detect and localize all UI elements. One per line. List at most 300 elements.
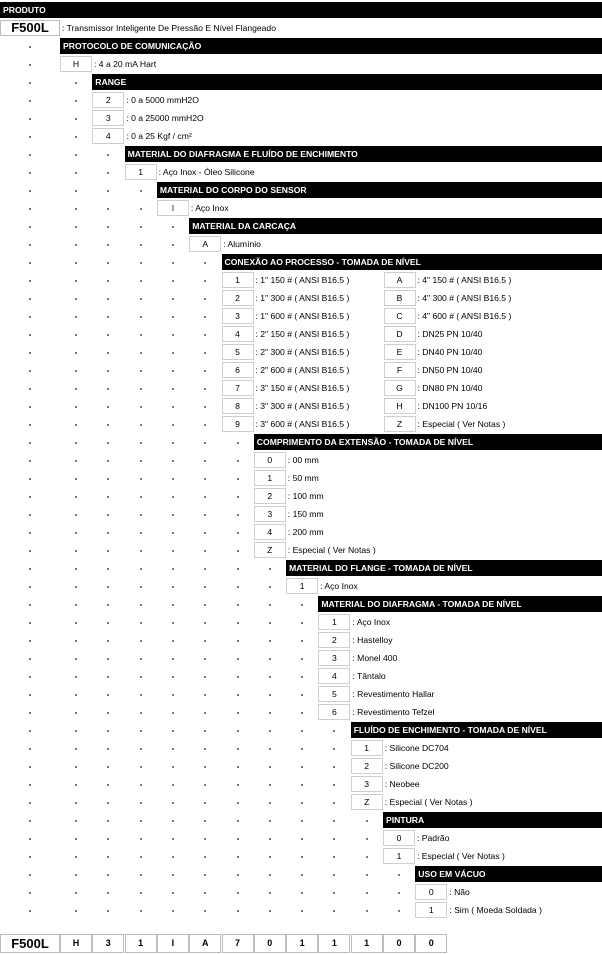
leader-dot	[107, 838, 109, 840]
leader-dot	[107, 712, 109, 714]
leader-dot	[269, 712, 271, 714]
leader-dot	[107, 604, 109, 606]
leader-dot	[172, 712, 174, 714]
leader-dot	[75, 676, 77, 678]
leader-dot	[204, 388, 206, 390]
leader-dot	[269, 640, 271, 642]
leader-dot	[75, 190, 77, 192]
leader-dot	[172, 874, 174, 876]
leader-dot	[333, 838, 335, 840]
option-label: : Aço Inox	[320, 581, 358, 591]
leader-dot	[172, 298, 174, 300]
leader-dot	[29, 46, 31, 48]
option-code: 1	[383, 848, 415, 864]
leader-dot	[107, 388, 109, 390]
leader-dot	[107, 496, 109, 498]
leader-dot	[333, 856, 335, 858]
leader-dot	[301, 856, 303, 858]
leader-dot	[29, 100, 31, 102]
leader-dot	[140, 658, 142, 660]
leader-dot	[29, 892, 31, 894]
product-header: PRODUTO	[0, 2, 602, 18]
leader-dot	[269, 568, 271, 570]
leader-dot	[29, 568, 31, 570]
leader-dot	[237, 892, 239, 894]
leader-dot	[107, 694, 109, 696]
leader-dot	[237, 604, 239, 606]
option-code: H	[60, 56, 92, 72]
section-header: MATERIAL DO CORPO DO SENSOR	[157, 182, 602, 198]
leader-dot	[204, 766, 206, 768]
example-code-cell: 0	[254, 934, 286, 953]
leader-dot	[75, 442, 77, 444]
option-code: 0	[383, 830, 415, 846]
option-code: 0	[254, 452, 286, 468]
leader-dot	[107, 730, 109, 732]
option-code: 4	[222, 326, 254, 342]
leader-dot	[140, 496, 142, 498]
leader-dot	[204, 460, 206, 462]
leader-dot	[29, 730, 31, 732]
section-header: FLUÍDO DE ENCHIMENTO - TOMADA DE NÍVEL	[351, 722, 602, 738]
option-code: 2	[254, 488, 286, 504]
option-code: 8	[222, 398, 254, 414]
option-label: : 0 a 5000 mmH2O	[126, 95, 199, 105]
section-header: MATERIAL DO DIAFRAGMA - TOMADA DE NÍVEL	[318, 596, 602, 612]
leader-dot	[75, 820, 77, 822]
option-code-alt: F	[384, 362, 416, 378]
leader-dot	[75, 712, 77, 714]
leader-dot	[204, 478, 206, 480]
option-label: : Silicone DC704	[384, 743, 449, 753]
leader-dot	[172, 586, 174, 588]
option-code-alt: E	[384, 344, 416, 360]
leader-dot	[75, 136, 77, 138]
leader-dot	[301, 712, 303, 714]
leader-dot	[237, 658, 239, 660]
leader-dot	[204, 802, 206, 804]
option-label: : Aço Inox	[352, 617, 391, 627]
leader-dot	[172, 496, 174, 498]
leader-dot	[172, 838, 174, 840]
leader-dot	[29, 388, 31, 390]
leader-dot	[237, 478, 239, 480]
leader-dot	[107, 910, 109, 912]
option-code-alt: C	[384, 308, 416, 324]
leader-dot	[172, 604, 174, 606]
leader-dot	[29, 748, 31, 750]
leader-dot	[107, 334, 109, 336]
leader-dot	[75, 748, 77, 750]
leader-dot	[140, 640, 142, 642]
leader-dot	[301, 676, 303, 678]
example-code-cell: H	[60, 934, 92, 953]
leader-dot	[301, 910, 303, 912]
leader-dot	[237, 640, 239, 642]
leader-dot	[75, 100, 77, 102]
option-code: I	[157, 200, 189, 216]
option-code: 7	[222, 380, 254, 396]
option-label: : Aço Inox - Óleo Silicone	[158, 167, 255, 177]
leader-dot	[333, 820, 335, 822]
section-header: COMPRIMENTO DA EXTENSÃO - TOMADA DE NÍVEL	[254, 434, 602, 450]
leader-dot	[269, 676, 271, 678]
option-label: : Sim ( Moeda Soldada )	[449, 905, 542, 915]
leader-dot	[29, 406, 31, 408]
leader-dot	[107, 190, 109, 192]
leader-dot	[204, 424, 206, 426]
option-code: 5	[318, 686, 350, 702]
option-code: 4	[254, 524, 286, 540]
leader-dot	[29, 298, 31, 300]
leader-dot	[75, 532, 77, 534]
leader-dot	[172, 766, 174, 768]
leader-dot	[140, 424, 142, 426]
leader-dot	[75, 316, 77, 318]
leader-dot	[269, 856, 271, 858]
option-label: : 1" 150 # ( ANSI B16.5 )	[255, 275, 350, 285]
leader-dot	[107, 172, 109, 174]
leader-dot	[237, 748, 239, 750]
leader-dot	[29, 280, 31, 282]
leader-dot	[107, 856, 109, 858]
option-code-alt: D	[384, 326, 416, 342]
leader-dot	[140, 766, 142, 768]
leader-dot	[29, 136, 31, 138]
leader-dot	[237, 460, 239, 462]
leader-dot	[237, 856, 239, 858]
leader-dot	[204, 352, 206, 354]
leader-dot	[140, 622, 142, 624]
option-label: : 3" 300 # ( ANSI B16.5 )	[255, 401, 350, 411]
leader-dot	[107, 514, 109, 516]
leader-dot	[75, 460, 77, 462]
leader-dot	[269, 784, 271, 786]
option-code: 1	[286, 578, 318, 594]
leader-dot	[75, 478, 77, 480]
leader-dot	[301, 838, 303, 840]
leader-dot	[140, 208, 142, 210]
option-label: : Hastelloy	[352, 635, 393, 645]
leader-dot	[140, 676, 142, 678]
leader-dot	[29, 514, 31, 516]
leader-dot	[107, 460, 109, 462]
leader-dot	[75, 154, 77, 156]
leader-dot	[107, 874, 109, 876]
section-header: MATERIAL DO FLANGE - TOMADA DE NÍVEL	[286, 560, 602, 576]
leader-dot	[204, 532, 206, 534]
leader-dot	[237, 874, 239, 876]
leader-dot	[172, 226, 174, 228]
leader-dot	[140, 316, 142, 318]
leader-dot	[107, 226, 109, 228]
option-label: : Neobee	[384, 779, 420, 789]
leader-dot	[269, 658, 271, 660]
leader-dot	[172, 910, 174, 912]
option-code: 6	[318, 704, 350, 720]
leader-dot	[204, 550, 206, 552]
leader-dot	[140, 334, 142, 336]
leader-dot	[75, 406, 77, 408]
leader-dot	[29, 442, 31, 444]
leader-dot	[29, 460, 31, 462]
leader-dot	[366, 874, 368, 876]
leader-dot	[29, 496, 31, 498]
example-code-cell: A	[189, 934, 221, 953]
leader-dot	[172, 388, 174, 390]
leader-dot	[204, 910, 206, 912]
option-code: 4	[92, 128, 124, 144]
option-label-alt: : 4" 600 # ( ANSI B16.5 )	[417, 311, 512, 321]
leader-dot	[204, 676, 206, 678]
leader-dot	[366, 820, 368, 822]
leader-dot	[398, 892, 400, 894]
option-code: 3	[92, 110, 124, 126]
leader-dot	[301, 802, 303, 804]
leader-dot	[140, 514, 142, 516]
option-code: 1	[415, 902, 447, 918]
leader-dot	[29, 154, 31, 156]
option-code-alt: Z	[384, 416, 416, 432]
leader-dot	[75, 496, 77, 498]
leader-dot	[333, 910, 335, 912]
product-code: F500L	[0, 20, 60, 36]
leader-dot	[107, 406, 109, 408]
leader-dot	[75, 766, 77, 768]
leader-dot	[204, 712, 206, 714]
option-label: : 150 mm	[287, 509, 324, 519]
leader-dot	[107, 154, 109, 156]
leader-dot	[204, 694, 206, 696]
example-code-cell: 0	[383, 934, 415, 953]
option-label-alt: : Especial ( Ver Notas )	[417, 419, 506, 429]
option-code: 2	[222, 290, 254, 306]
leader-dot	[301, 622, 303, 624]
leader-dot	[75, 352, 77, 354]
leader-dot	[333, 784, 335, 786]
leader-dot	[107, 784, 109, 786]
option-label: : Alumínio	[223, 239, 261, 249]
option-label: : 00 mm	[287, 455, 319, 465]
leader-dot	[172, 550, 174, 552]
leader-dot	[140, 280, 142, 282]
leader-dot	[107, 550, 109, 552]
leader-dot	[29, 640, 31, 642]
leader-dot	[29, 172, 31, 174]
leader-dot	[237, 766, 239, 768]
leader-dot	[29, 550, 31, 552]
leader-dot	[29, 352, 31, 354]
leader-dot	[75, 658, 77, 660]
option-label: : Aço Inox	[190, 203, 229, 213]
leader-dot	[140, 874, 142, 876]
leader-dot	[237, 784, 239, 786]
option-code: 5	[222, 344, 254, 360]
leader-dot	[75, 334, 77, 336]
leader-dot	[204, 784, 206, 786]
leader-dot	[140, 748, 142, 750]
leader-dot	[204, 892, 206, 894]
leader-dot	[29, 226, 31, 228]
leader-dot	[140, 352, 142, 354]
leader-dot	[204, 856, 206, 858]
leader-dot	[269, 604, 271, 606]
leader-dot	[29, 856, 31, 858]
leader-dot	[172, 820, 174, 822]
leader-dot	[237, 514, 239, 516]
option-label-alt: : DN25 PN 10/40	[417, 329, 483, 339]
example-code-cell: 1	[286, 934, 318, 953]
leader-dot	[75, 388, 77, 390]
leader-dot	[140, 244, 142, 246]
leader-dot	[107, 622, 109, 624]
option-code: 2	[351, 758, 383, 774]
example-code-cell: 0	[415, 934, 447, 953]
example-code-cell: I	[157, 934, 189, 953]
leader-dot	[301, 730, 303, 732]
leader-dot	[140, 604, 142, 606]
leader-dot	[237, 910, 239, 912]
option-label: : 1" 300 # ( ANSI B16.5 )	[255, 293, 350, 303]
option-code: Z	[254, 542, 286, 558]
leader-dot	[29, 766, 31, 768]
leader-dot	[75, 208, 77, 210]
option-label: : 200 mm	[287, 527, 324, 537]
leader-dot	[301, 766, 303, 768]
section-header: PROTOCOLO DE COMUNICAÇÃO	[60, 38, 602, 54]
leader-dot	[75, 874, 77, 876]
leader-dot	[237, 820, 239, 822]
leader-dot	[29, 676, 31, 678]
option-label: : 4 a 20 mA Hart	[94, 59, 157, 69]
leader-dot	[140, 406, 142, 408]
option-label: : 0 a 25 Kgf / cm²	[126, 131, 192, 141]
leader-dot	[204, 568, 206, 570]
leader-dot	[107, 766, 109, 768]
leader-dot	[29, 604, 31, 606]
leader-dot	[107, 316, 109, 318]
leader-dot	[237, 694, 239, 696]
leader-dot	[75, 586, 77, 588]
leader-dot	[75, 298, 77, 300]
leader-dot	[172, 514, 174, 516]
leader-dot	[301, 604, 303, 606]
leader-dot	[269, 748, 271, 750]
leader-dot	[237, 838, 239, 840]
option-label-alt: : DN50 PN 10/40	[417, 365, 483, 375]
leader-dot	[75, 280, 77, 282]
leader-dot	[107, 370, 109, 372]
leader-dot	[204, 586, 206, 588]
section-header: PINTURA	[383, 812, 602, 828]
leader-dot	[237, 622, 239, 624]
option-label: : Especial ( Ver Notas )	[287, 545, 376, 555]
leader-dot	[140, 856, 142, 858]
option-label: : 3" 150 # ( ANSI B16.5 )	[255, 383, 350, 393]
leader-dot	[237, 802, 239, 804]
leader-dot	[107, 748, 109, 750]
leader-dot	[29, 424, 31, 426]
leader-dot	[140, 550, 142, 552]
leader-dot	[172, 478, 174, 480]
option-label-alt: : 4" 150 # ( ANSI B16.5 )	[417, 275, 512, 285]
leader-dot	[172, 280, 174, 282]
option-code: 1	[254, 470, 286, 486]
leader-dot	[172, 784, 174, 786]
leader-dot	[75, 730, 77, 732]
option-code: 1	[125, 164, 157, 180]
leader-dot	[140, 910, 142, 912]
leader-dot	[269, 874, 271, 876]
leader-dot	[172, 802, 174, 804]
leader-dot	[172, 748, 174, 750]
leader-dot	[107, 208, 109, 210]
leader-dot	[107, 586, 109, 588]
leader-dot	[107, 280, 109, 282]
leader-dot	[269, 694, 271, 696]
option-code: 3	[254, 506, 286, 522]
product-description: : Transmissor Inteligente De Pressão E Nível Flangeado	[62, 23, 276, 33]
leader-dot	[75, 226, 77, 228]
leader-dot	[269, 820, 271, 822]
leader-dot	[140, 784, 142, 786]
leader-dot	[366, 838, 368, 840]
leader-dot	[204, 442, 206, 444]
option-label: : Tântalo	[352, 671, 386, 681]
leader-dot	[301, 640, 303, 642]
leader-dot	[29, 694, 31, 696]
leader-dot	[204, 280, 206, 282]
leader-dot	[204, 730, 206, 732]
leader-dot	[29, 244, 31, 246]
leader-dot	[75, 370, 77, 372]
leader-dot	[107, 676, 109, 678]
leader-dot	[140, 568, 142, 570]
leader-dot	[269, 802, 271, 804]
leader-dot	[366, 892, 368, 894]
leader-dot	[29, 262, 31, 264]
leader-dot	[140, 802, 142, 804]
option-code-alt: H	[384, 398, 416, 414]
leader-dot	[204, 370, 206, 372]
option-label: : Revestimento Tefzel	[352, 707, 435, 717]
leader-dot	[29, 370, 31, 372]
leader-dot	[172, 658, 174, 660]
section-header: MATERIAL DO DIAFRAGMA E FLUÍDO DE ENCHIMENTO	[125, 146, 602, 162]
option-label-alt: : DN100 PN 10/16	[417, 401, 488, 411]
option-label: : 50 mm	[287, 473, 319, 483]
leader-dot	[237, 676, 239, 678]
leader-dot	[29, 532, 31, 534]
leader-dot	[301, 820, 303, 822]
leader-dot	[269, 586, 271, 588]
leader-dot	[107, 892, 109, 894]
leader-dot	[398, 874, 400, 876]
leader-dot	[140, 442, 142, 444]
leader-dot	[29, 910, 31, 912]
leader-dot	[172, 856, 174, 858]
leader-dot	[172, 316, 174, 318]
leader-dot	[204, 748, 206, 750]
leader-dot	[333, 730, 335, 732]
leader-dot	[75, 514, 77, 516]
leader-dot	[237, 532, 239, 534]
leader-dot	[107, 802, 109, 804]
leader-dot	[75, 694, 77, 696]
leader-dot	[107, 352, 109, 354]
leader-dot	[398, 910, 400, 912]
option-label-alt: : 4" 300 # ( ANSI B16.5 )	[417, 293, 512, 303]
